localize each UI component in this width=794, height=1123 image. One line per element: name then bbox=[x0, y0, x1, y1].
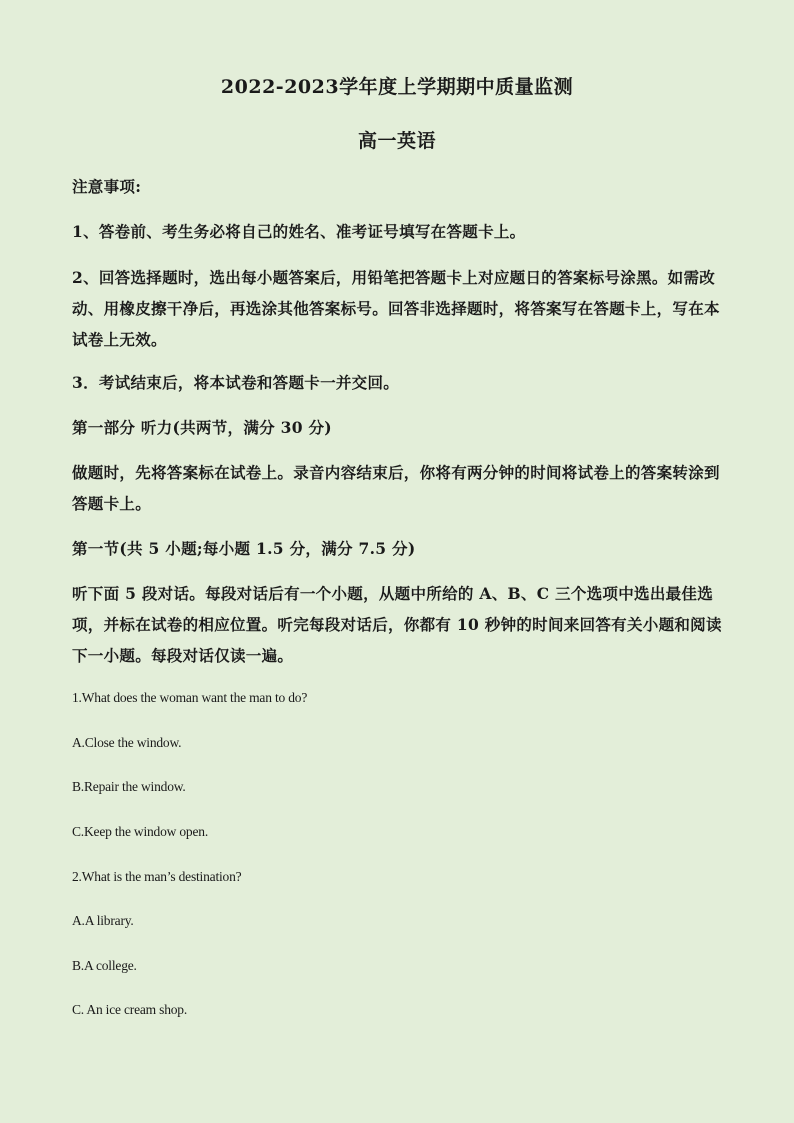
question-2-option-c: C. An ice cream shop. bbox=[72, 1002, 188, 1017]
question-1-option-c: C.Keep the window open. bbox=[72, 824, 208, 839]
question-1-option-a: A.Close the window. bbox=[72, 735, 182, 750]
exam-subject: 高一英语 bbox=[357, 130, 436, 152]
question-2-option-a: A.A library. bbox=[72, 913, 134, 928]
question-2-stem: 2.What is the man’s destination? bbox=[72, 869, 242, 884]
question-1-stem: 1.What does the woman want the man to do? bbox=[72, 690, 308, 705]
part1-heading: 第一部分 听力(共两节，满分 30 分) bbox=[72, 418, 332, 437]
question-2-option-b: B.A college. bbox=[72, 958, 137, 973]
notice-item-2: 2、回答选择题时，选出每小题答案后，用铅笔把答题卡上对应题日的答案标号涂黑。如需改动、用橡皮擦干净后，再选涂其他答案标号。回答非选择题时，将答案写在答题卡上，写在本试卷上无效。 bbox=[72, 268, 720, 349]
notice-heading: 注意事项: bbox=[72, 177, 142, 196]
notice-item-1: 1、答卷前、考生务必将自己的姓名、准考证号填写在答题卡上。 bbox=[72, 222, 526, 241]
exam-title: 2022-2023学年度上学期期中质量监测 bbox=[220, 76, 574, 98]
part1-instruction: 做题时，先将答案标在试卷上。录音内容结束后，你将有两分钟的时间将试卷上的答案转涂到答题卡上。 bbox=[72, 463, 720, 513]
question-1-option-b: B.Repair the window. bbox=[72, 779, 186, 794]
notice-item-3: 3．考试结束后，将本试卷和答题卡一并交回。 bbox=[72, 373, 400, 392]
section1-heading: 第一节(共 5 小题;每小题 1.5 分，满分 7.5 分) bbox=[72, 539, 416, 558]
section1-instruction: 听下面 5 段对话。每段对话后有一个小题，从题中所给的 A、B、C 三个选项中选出最佳选项，并标在试卷的相应位置。听完每段对话后，你都有 10 秒钟的时间来回答有关小题和阅读下一小题。每段对话仅读一遍。 bbox=[72, 584, 722, 665]
